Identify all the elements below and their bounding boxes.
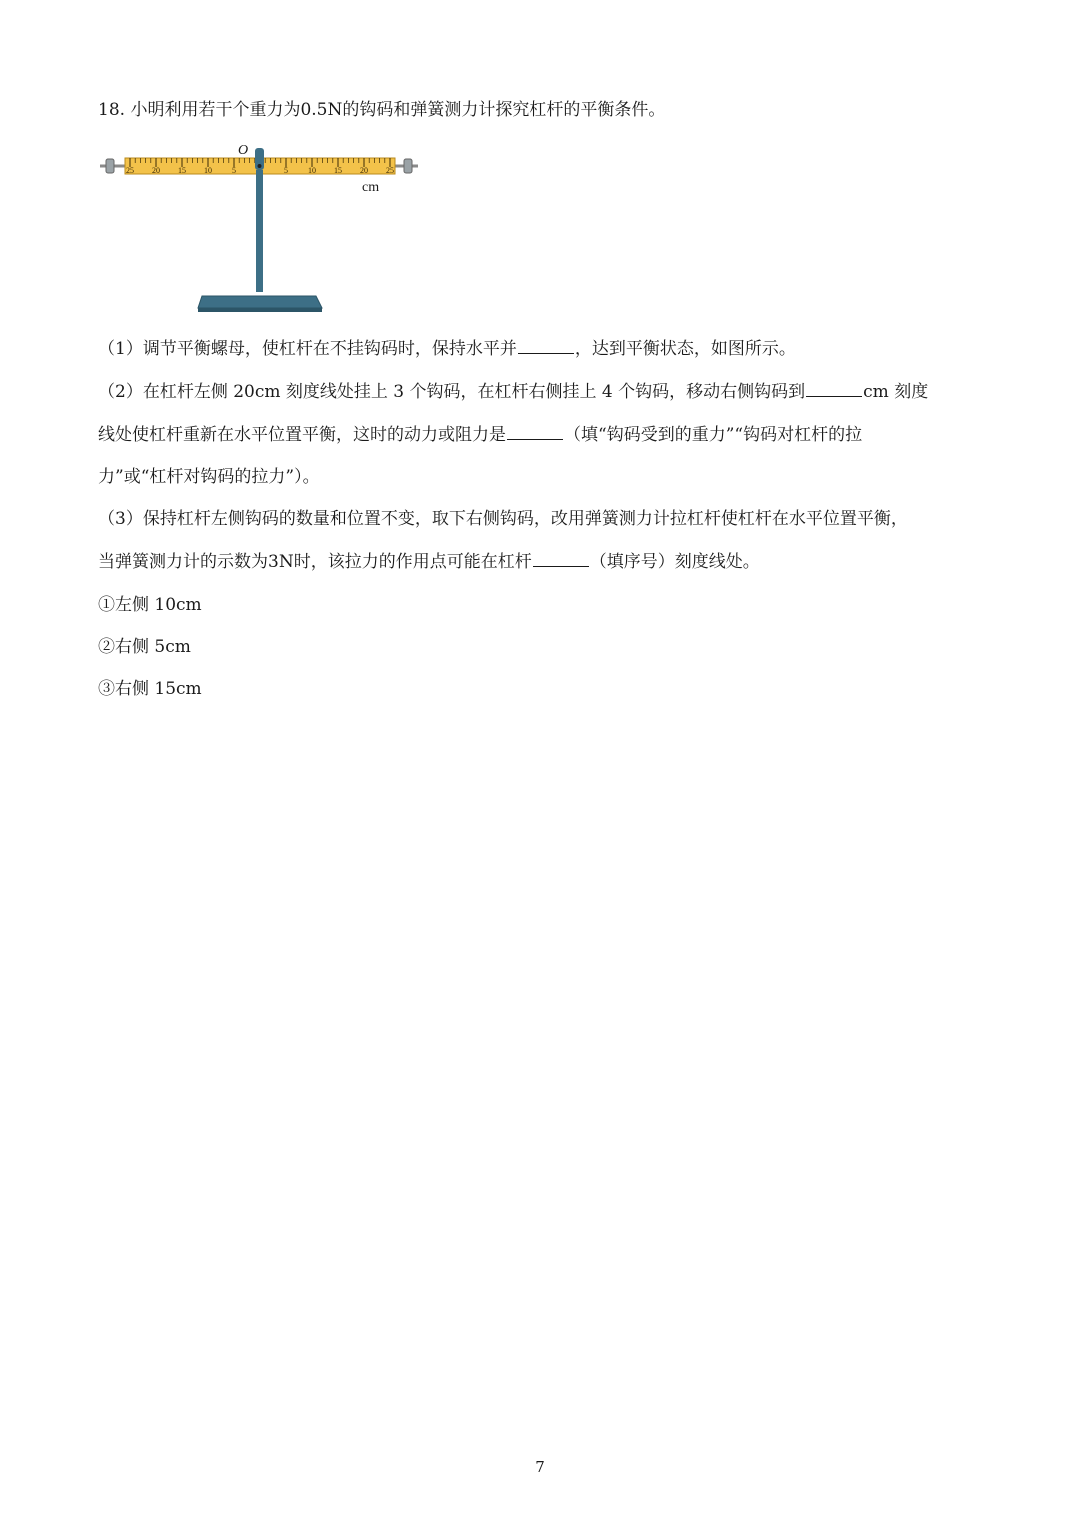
part-3-line-2	[98, 550, 760, 574]
part-3-line-1	[98, 507, 908, 531]
question-title	[98, 98, 665, 122]
question-number: 18.	[98, 100, 126, 120]
answer-blank-4[interactable]	[533, 550, 589, 567]
part-2-line-3-text: 力”或“杠杆对钩码的拉力”）。	[98, 467, 320, 487]
ruler-tick-label: 20	[360, 166, 368, 175]
ruler-tick-label: 10	[308, 166, 316, 175]
part-3-line-2-before: 当弹簧测力计的示数为3N时，该拉力的作用点可能在杠杆	[98, 552, 532, 572]
question-text: 小明利用若干个重力为0.5N的钩码和弹簧测力计探究杠杆的平衡条件。	[130, 100, 666, 120]
part-2-line-2-before: 线处使杠杆重新在水平位置平衡，这时的动力或阻力是	[98, 425, 506, 445]
part-2-line-2	[98, 423, 862, 447]
answer-blank-1[interactable]	[518, 337, 574, 354]
right-balance-nut	[404, 159, 412, 173]
page-number: 7	[535, 1458, 545, 1476]
ruler-tick-label: 15	[178, 166, 186, 175]
part-2-text-before: （2）在杠杆左侧 20cm 刻度线处挂上 3 个钩码，在杠杆右侧挂上 4 个钩码，移动右侧钩码到	[98, 382, 806, 402]
lever-diagram	[98, 138, 423, 318]
ruler-tick-label: 10	[204, 166, 212, 175]
unit-label: cm	[362, 180, 380, 195]
part-2-text-after: cm 刻度	[863, 382, 929, 402]
stand-base-bottom	[198, 308, 322, 312]
pivot-label: O	[238, 143, 249, 158]
option-1: ①左侧 10cm	[98, 595, 202, 615]
option-2: ②右侧 5cm	[98, 637, 191, 657]
ruler-tick-label: 15	[334, 166, 342, 175]
ruler-tick-label: 25	[386, 166, 394, 175]
part-2-line-1	[98, 380, 928, 404]
ruler-tick-label: 25	[126, 166, 134, 175]
left-balance-nut	[106, 159, 114, 173]
lever-figure	[98, 138, 423, 318]
part-1	[98, 337, 796, 361]
stand-pole	[256, 170, 263, 292]
stand-base	[198, 296, 322, 308]
part-2-line-2-after: （填“钩码受到的重力”“钩码对杠杆的拉	[564, 425, 863, 445]
ruler-tick-label: 20	[152, 166, 160, 175]
part-2-line-3	[98, 465, 320, 489]
part-3-line-1-text: （3）保持杠杆左侧钩码的数量和位置不变，取下右侧钩码，改用弹簧测力计拉杠杆使杠杆在水平位置平衡，	[98, 509, 908, 529]
ruler-tick-label: 5	[232, 166, 236, 175]
option-3: ③右侧 15cm	[98, 679, 202, 699]
answer-blank-2[interactable]	[806, 380, 862, 397]
part-1-text-before: （1）调节平衡螺母，使杠杆在不挂钩码时，保持水平并	[98, 339, 517, 359]
part-3-line-2-after: （填序号）刻度线处。	[589, 552, 760, 572]
answer-blank-3[interactable]	[507, 423, 563, 440]
part-1-text-after: ，达到平衡状态，如图所示。	[574, 339, 796, 359]
pivot-point	[258, 164, 262, 168]
ruler-tick-label: 5	[284, 166, 288, 175]
